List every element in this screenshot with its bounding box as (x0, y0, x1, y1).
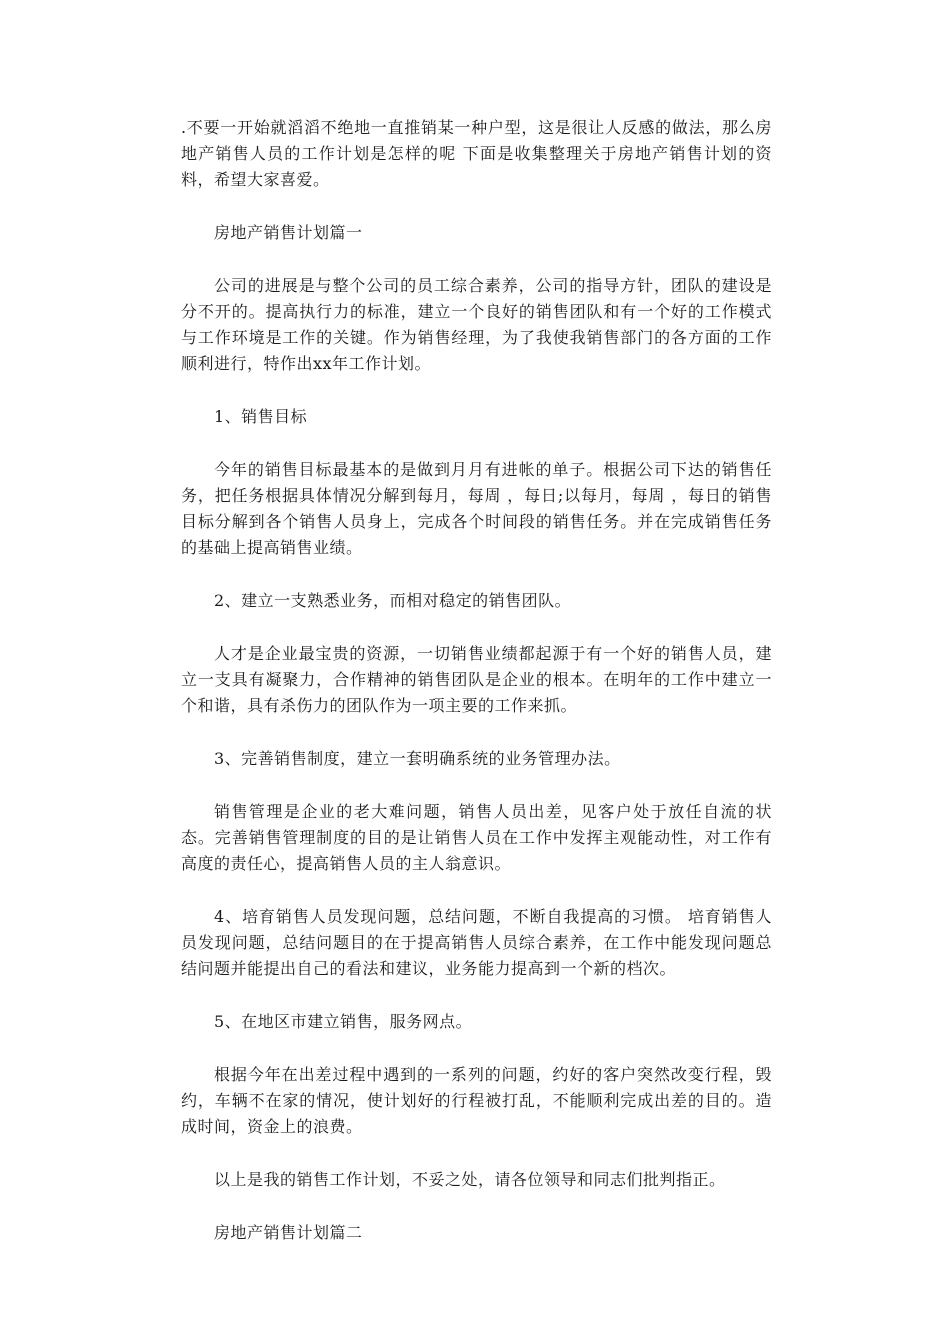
section-title-2: 房地产销售计划篇二 (214, 1223, 363, 1242)
paragraph-sales-system: 销售管理是企业的老大难问题，销售人员出差，见客户处于放任自流的状态。完善销售管理制度的目的是让销售人员在工作中发挥主观能动性，对工作有高度的责任心，提高销售人员的主人翁意识。 (181, 802, 772, 873)
paragraph-service-network: 根据今年在出差过程中遇到的一系列的问题，约好的客户突然改变行程，毁约，车辆不在家的情况，使计划好的行程被打乱，不能顺利完成出差的目的。造成时间，资金上的浪费。 (181, 1065, 772, 1136)
document-body (181, 115, 772, 1273)
paragraph-sales-team: 人才是企业最宝贵的资源，一切销售业绩都起源于有一个好的销售人员，建立一支具有凝聚力，合作精神的销售团队是企业的根本。在明年的工作中建立一个和谐，具有杀伤力的团队作为一项主要的工作来抓。 (181, 644, 772, 715)
heading-sales-target: 1、销售目标 (214, 407, 308, 426)
heading-sales-system: 3、完善销售制度，建立一套明确系统的业务管理办法。 (214, 749, 621, 768)
intro-paragraph: .不要一开始就滔滔不绝地一直推销某一种户型，这是很让人反感的做法，那么房地产销售人员的工作计划是怎样的呢 下面是收集整理关于房地产销售计划的资料，希望大家喜爱。 (181, 118, 772, 189)
heading-service-network: 5、在地区市建立销售，服务网点。 (214, 1012, 473, 1031)
heading-sales-team: 2、建立一支熟悉业务，而相对稳定的销售团队。 (214, 591, 572, 610)
paragraph-company-progress: 公司的进展是与整个公司的员工综合素养，公司的指导方针，团队的建设是分不开的。提高执行力的标准，建立一个良好的销售团队和有一个好的工作模式与工作环境是工作的关键。作为销售经理，为了我使我销售部门的各方面的工作顺利进行，特作出xx年工作计划。 (181, 276, 772, 373)
section-title-1: 房地产销售计划篇一 (214, 223, 363, 242)
closing-paragraph: 以上是我的销售工作计划，不妥之处，请各位领导和同志们批判指正。 (214, 1170, 726, 1189)
paragraph-training: 4、培育销售人员发现问题，总结问题，不断自我提高的习惯。 培育销售人员发现问题，总结问题目的在于提高销售人员综合素养，在工作中能发现问题总结问题并能提出自己的看法和建议，业务能力提高到一个新的档次。 (181, 907, 772, 978)
paragraph-sales-target: 今年的销售目标最基本的是做到月月有进帐的单子。根据公司下达的销售任务，把任务根据具体情况分解到每月，每周 ，每日;以每月，每周 ，每日的销售目标分解到各个销售人员身上，完成各个时间段的销售任务。并在完成销售任务的基础上提高销售业绩。 (181, 460, 772, 557)
